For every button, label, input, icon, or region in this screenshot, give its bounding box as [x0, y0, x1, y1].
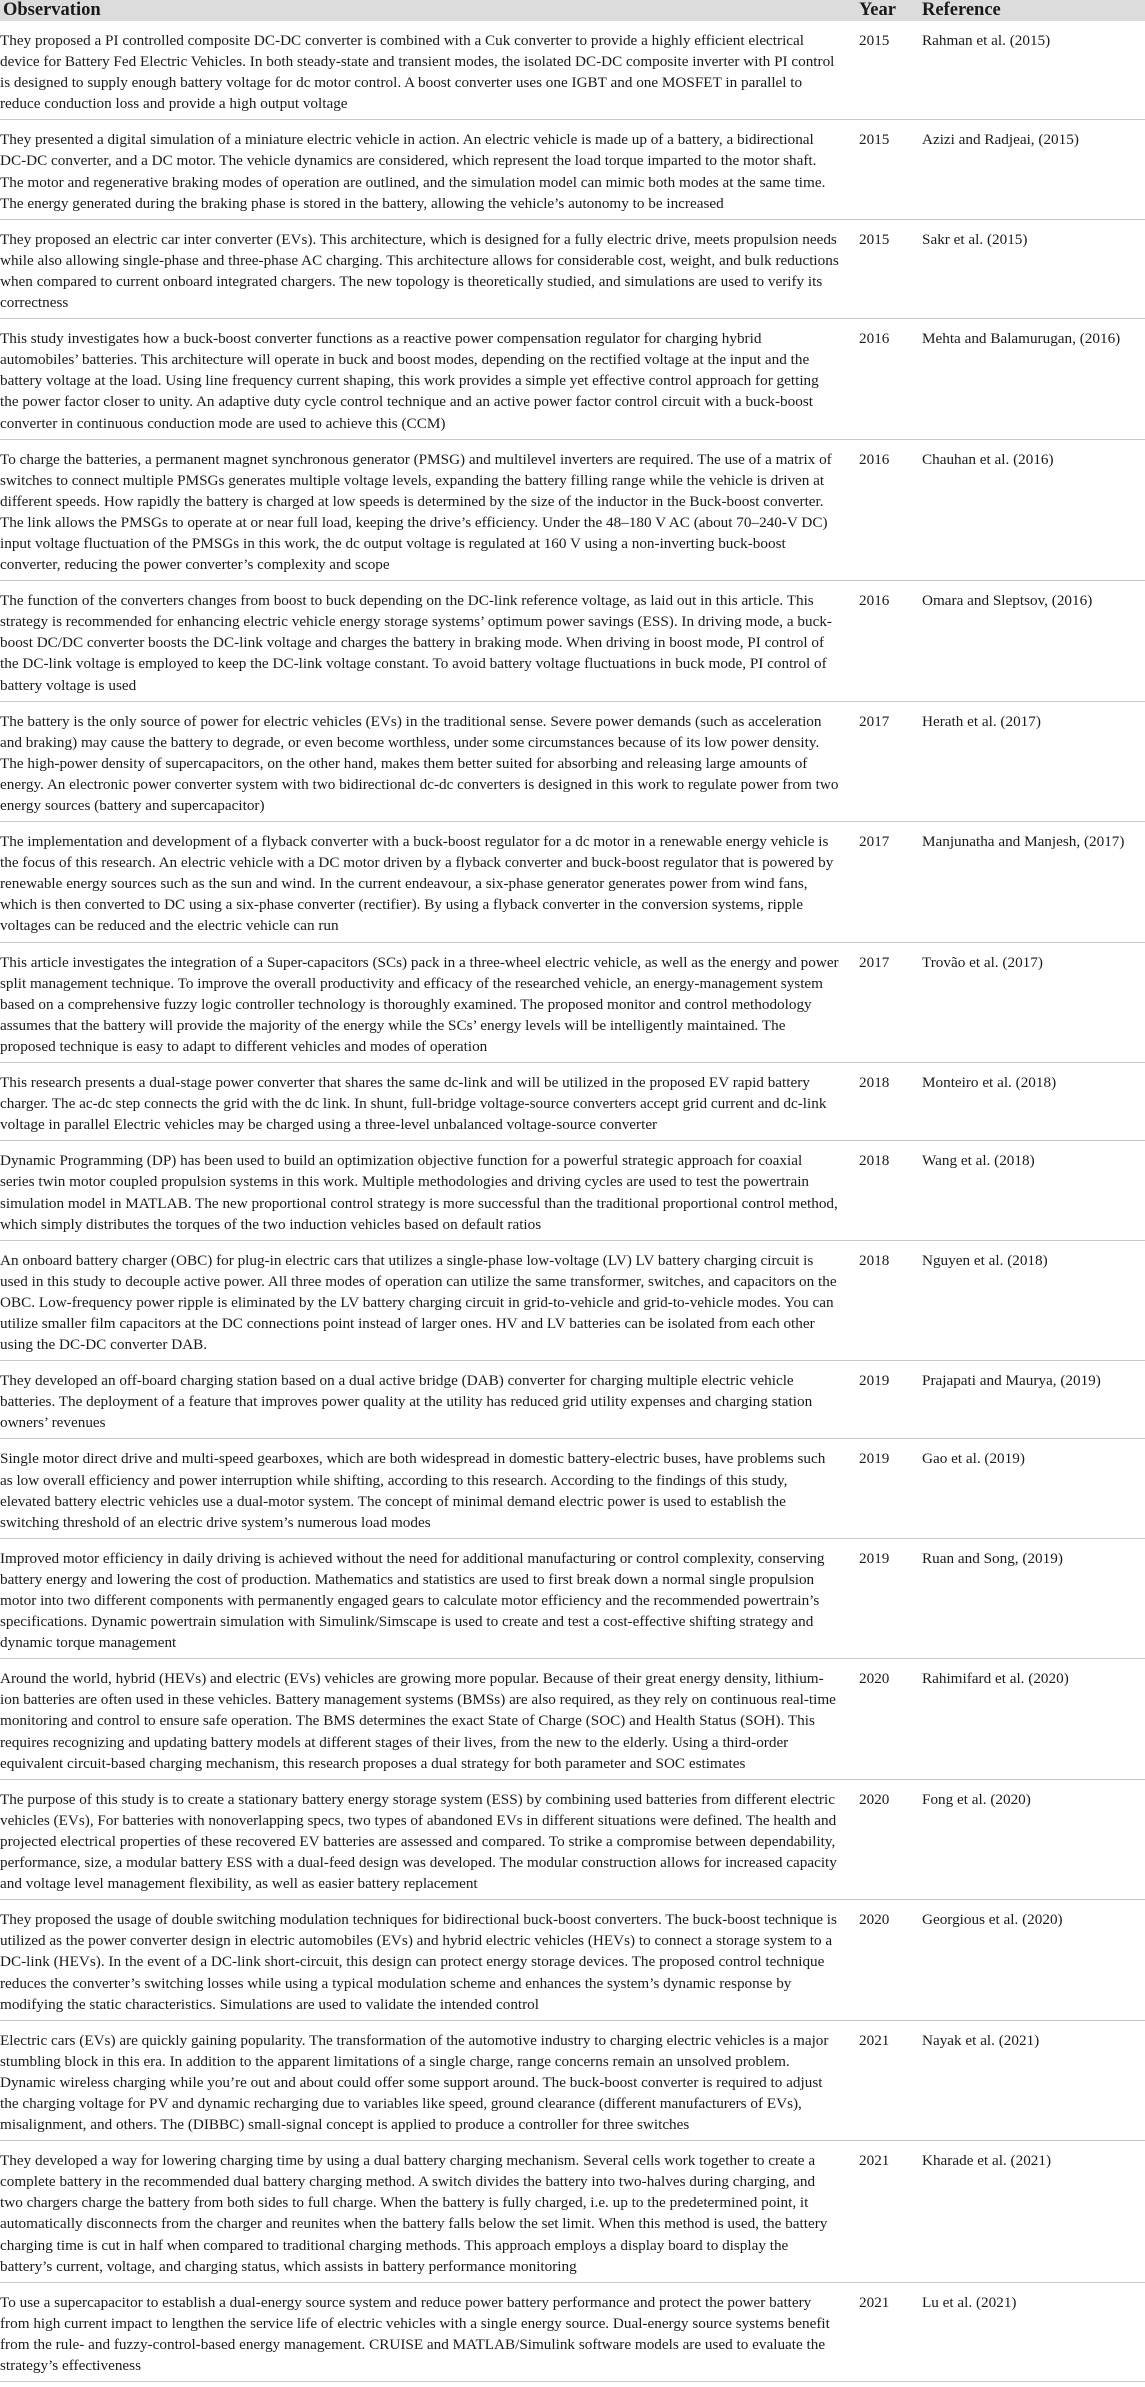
year-cell: 2018 — [853, 1240, 919, 1360]
observation-cell: They proposed the usage of double switching modulation techniques for bidirectional buck-boost converters. The buck-boost technique is utilized as the power converter design in electric automobiles (EVs) and hybrid electric vehicles (HEVs) to connect a storage system to a DC-link (HEVs). In the event of a DC-link short-circuit, this design can protect energy storage devices. The proposed control technique reduces the converter’s switching losses while using a typical modulation scheme and enhances the system’s dynamic response by modifying the static characteristics. Simulations are used to validate the intended control — [0, 1900, 853, 2020]
reference-cell: Azizi and Radjeai, (2015) — [919, 120, 1145, 219]
reference-cell: Prajapati and Maurya, (2019) — [919, 1361, 1145, 1439]
year-cell: 2021 — [853, 2282, 919, 2381]
observation-cell: They developed a way for lowering charging time by using a dual battery charging mechanism. Several cells work together to create a complete battery in the recommended dual battery charging method. A switch divides the battery into two-halves during charging, and two chargers charge the battery from both sides to full charge. When the battery is fully charged, i.e. up to the predetermined point, it automatically disconnects from the charger and reunites when the battery falls below the set limit. When this method is used, the battery charging time is cut in half when compared to traditional charging methods. This approach employs a display board to display the battery’s current, voltage, and charging status, which assists in battery performance monitoring — [0, 2141, 853, 2283]
reference-cell: Lu et al. (2021) — [919, 2282, 1145, 2381]
year-cell: 2020 — [853, 1900, 919, 2020]
header-observation: Observation — [3, 0, 101, 20]
table-row — [0, 439, 1145, 581]
reference-cell: Ruan and Song, (2019) — [919, 1538, 1145, 1658]
observation-cell: Electric cars (EVs) are quickly gaining popularity. The transformation of the automotive industry to charging electric vehicles is a major stumbling block in this era. In addition to the apparent limitations of a single charge, range concerns remain an unsolved problem. Dynamic wireless charging while you’re out and about could offer some support around. The buck-boost converter is required to adjust the charging voltage for PV and dynamic recharging due to variables like speed, ground clearance (different manufacturers of EVs), misalignment, and others. The (DIBBC) small-signal concept is applied to produce a controller for three switches — [0, 2020, 853, 2140]
table-row — [0, 2141, 1145, 2283]
observation-cell: This study investigates how a buck-boost converter functions as a reactive power compensation regulator for charging hybrid automobiles’ batteries. This architecture will operate in buck and boost modes, depending on the rectified voltage at the input and the battery voltage at the load. Using line frequency current shaping, this work provides a simple yet effective control approach for getting the power factor closer to unity. An adaptive duty cycle control technique and an active power factor control circuit with a buck-boost converter in continuous conduction mode are used to achieve this (CCM) — [0, 319, 853, 439]
table-row — [0, 1240, 1145, 1360]
observation-cell: This article investigates the integration of a Super-capacitors (SCs) pack in a three-wheel electric vehicle, as well as the energy and power split management technique. To improve the overall productivity and efficacy of the researched vehicle, an energy-management system based on a comprehensive fuzzy logic controller technology is thoroughly examined. The proposed monitor and control methodology assumes that the battery will provide the majority of the energy while the SCs’ energy levels will be intelligently maintained. The proposed technique is easy to adapt to different vehicles and modes of operation — [0, 942, 853, 1062]
reference-cell: Kharade et al. (2021) — [919, 2141, 1145, 2283]
table-row — [0, 2020, 1145, 2140]
year-cell: 2020 — [853, 1659, 919, 1779]
year-cell: 2016 — [853, 319, 919, 439]
table-row — [0, 2282, 1145, 2381]
observation-cell: The implementation and development of a flyback converter with a buck-boost regulator for a dc motor in a renewable energy vehicle is the focus of this research. An electric vehicle with a DC motor driven by a flyback converter and buck-boost regulator that is powered by renewable energy sources such as the sun and wind. In the current endeavour, a six-phase generator generates power from wind fans, which is then converted to DC using a six-phase converter (rectifier). By using a flyback converter in the conversion systems, ripple voltages can be reduced and the electric vehicle can run — [0, 822, 853, 942]
year-cell: 2016 — [853, 581, 919, 701]
reference-cell: Trovão et al. (2017) — [919, 942, 1145, 1062]
year-cell: 2019 — [853, 1538, 919, 1658]
year-cell: 2018 — [853, 1141, 919, 1240]
year-cell: 2020 — [853, 1779, 919, 1899]
observation-cell: They presented a digital simulation of a miniature electric vehicle in action. An electric vehicle is made up of a battery, a bidirectional DC-DC converter, and a DC motor. The vehicle dynamics are considered, which represent the load torque imparted to the motor shaft. The motor and regenerative braking modes of operation are outlined, and the simulation model can mimic both modes at the same time. The energy generated during the braking phase is stored in the battery, allowing the vehicle’s autonomy to be increased — [0, 120, 853, 219]
table-row — [0, 1538, 1145, 1658]
year-cell: 2018 — [853, 1063, 919, 1141]
header-row — [0, 0, 1145, 21]
table-row — [0, 581, 1145, 701]
year-cell: 2019 — [853, 1361, 919, 1439]
observation-cell: Dynamic Programming (DP) has been used to build an optimization objective function for a powerful strategic approach for coaxial series twin motor coupled propulsion systems in this work. Multiple methodologies and driving cycles are used to test the powertrain simulation model in MATLAB. The new proportional control strategy is more successful than the traditional proportional control method, which simply distributes the torques of the two induction vehicles based on default ratios — [0, 1141, 853, 1240]
year-cell: 2017 — [853, 942, 919, 1062]
reference-cell: Manjunatha and Manjesh, (2017) — [919, 822, 1145, 942]
observation-cell: They proposed an electric car inter converter (EVs). This architecture, which is designed for a fully electric drive, meets propulsion needs while also allowing single-phase and three-phase AC charging. This architecture allows for considerable cost, weight, and bulk reductions when compared to current onboard integrated chargers. The new topology is theoretically studied, and simulations are used to verify its correctness — [0, 219, 853, 318]
reference-cell: Rahimifard et al. (2020) — [919, 1659, 1145, 1779]
reference-cell: Herath et al. (2017) — [919, 701, 1145, 821]
observation-cell: To charge the batteries, a permanent magnet synchronous generator (PMSG) and multilevel inverters are required. The use of a matrix of switches to connect multiple PMSGs generates multiple voltage levels, expanding the battery filling range while the vehicle is driven at different speeds. How rapidly the battery is charged at low speeds is determined by the size of the inductor in the Buck-boost converter. The link allows the PMSGs to operate at or near full load, keeping the drive’s efficiency. Under the 48–180 V AC (about 70–240-V DC) input voltage fluctuation of the PMSGs in this work, the dc output voltage is regulated at 160 V using a non-inverting buck-boost converter, reducing the power converter’s complexity and scope — [0, 439, 853, 581]
table-row — [0, 120, 1145, 219]
header-year: Year — [859, 0, 896, 20]
table-row — [0, 822, 1145, 942]
reference-cell: Nguyen et al. (2018) — [919, 1240, 1145, 1360]
observation-cell: The purpose of this study is to create a stationary battery energy storage system (ESS) by combining used batteries from different electric vehicles (EVs), For batteries with nonoverlapping specs, two types of abandoned EVs in different situations were defined. The health and projected electrical properties of these recovered EV batteries are assessed and compared. To strike a compromise between dependability, performance, size, a modular battery ESS with a dual-feed design was developed. The modular construction allows for increased capacity and voltage level management flexibility, as well as easier battery replacement — [0, 1779, 853, 1899]
observation-cell: An onboard battery charger (OBC) for plug-in electric cars that utilizes a single-phase low-voltage (LV) LV battery charging circuit is used in this study to decouple active power. All three modes of operation can utilize the same transformer, switches, and capacitors on the OBC. Low-frequency power ripple is eliminated by the LV battery charging circuit in grid-to-vehicle and grid-to-vehicle modes. You can utilize smaller film capacitors at the DC connections point instead of larger ones. HV and LV batteries can be isolated from each other using the DC-DC converter DAB. — [0, 1240, 853, 1360]
header-reference: Reference — [922, 0, 1001, 20]
year-cell: 2015 — [853, 120, 919, 219]
observation-cell: Around the world, hybrid (HEVs) and electric (EVs) vehicles are growing more popular. Because of their great energy density, lithium-ion batteries are often used in these vehicles. Battery management systems (BMSs) are also required, as they rely on continuous real-time monitoring and control to ensure safe operation. The BMS determines the exact State of Charge (SOC) and Health Status (SOH). This requires recognizing and updating battery models at different stages of their lives, from the new to the elderly. Using a third-order equivalent circuit-based charging mechanism, this research proposes a dual strategy for both parameter and SOC estimates — [0, 1659, 853, 1779]
table-row — [0, 1439, 1145, 1538]
reference-cell: Mehta and Balamurugan, (2016) — [919, 319, 1145, 439]
reference-cell: Nayak et al. (2021) — [919, 2020, 1145, 2140]
table-row — [0, 1900, 1145, 2020]
observation-cell: This research presents a dual-stage power converter that shares the same dc-link and will be utilized in the proposed EV rapid battery charger. The ac-dc step connects the grid with the dc link. In shunt, full-bridge voltage-source converters accept grid current and dc-link voltage in parallel Electric vehicles may be charged using a three-level unbalanced voltage-source converter — [0, 1063, 853, 1141]
table-row — [0, 319, 1145, 439]
table-row — [0, 21, 1145, 120]
reference-cell: Gao et al. (2019) — [919, 1439, 1145, 1538]
year-cell: 2015 — [853, 21, 919, 120]
table-row — [0, 1779, 1145, 1899]
year-cell: 2016 — [853, 439, 919, 581]
table-header — [0, 0, 1145, 21]
reference-cell: Georgious et al. (2020) — [919, 1900, 1145, 2020]
reference-cell: Fong et al. (2020) — [919, 1779, 1145, 1899]
year-cell: 2017 — [853, 822, 919, 942]
reference-cell: Omara and Sleptsov, (2016) — [919, 581, 1145, 701]
observation-cell: Single motor direct drive and multi-speed gearboxes, which are both widespread in domestic battery-electric buses, have problems such as low overall efficiency and power interruption while shifting, according to this research. According to the findings of this study, elevated battery electric vehicles use a dual-motor system. The concept of minimal demand electric power is used to establish the switching threshold of an electric drive system’s numerous load modes — [0, 1439, 853, 1538]
observation-cell: They proposed a PI controlled composite DC-DC converter is combined with a Cuk converter to provide a highly efficient electrical device for Battery Fed Electric Vehicles. In both steady-state and transient modes, the isolated DC-DC composite inverter with PI control is designed to supply enough battery voltage for dc motor control. A boost converter uses one IGBT and one MOSFET in parallel to reduce conduction loss and provide a high output voltage — [0, 21, 853, 120]
reference-cell: Monteiro et al. (2018) — [919, 1063, 1145, 1141]
observation-cell: Improved motor efficiency in daily driving is achieved without the need for additional manufacturing or control complexity, conserving battery energy and lowering the cost of production. Mathematics and statistics are used to first break down a normal single propulsion motor into two different components with permanently engaged gears to calculate motor efficiency and the recommended powertrain’s specifications. Dynamic powertrain simulation with Simulink/Simscape is used to create and test a cost-effective shifting strategy and dynamic torque management — [0, 1538, 853, 1658]
table-row — [0, 942, 1145, 1062]
reference-cell: Wang et al. (2018) — [919, 1141, 1145, 1240]
year-cell: 2017 — [853, 701, 919, 821]
table-row — [0, 1141, 1145, 1240]
observation-cell: The function of the converters changes from boost to buck depending on the DC-link reference voltage, as laid out in this article. This strategy is recommended for enhancing electric vehicle energy storage systems’ optimum power savings (ESS). In driving mode, a buck-boost DC/DC converter boosts the DC-link voltage and charges the battery in braking mode. When driving in boost mode, PI control of the DC-link voltage is employed to keep the DC-link voltage constant. To avoid battery voltage fluctuations in buck mode, PI control of battery voltage is used — [0, 581, 853, 701]
year-cell: 2021 — [853, 2141, 919, 2283]
reference-cell: Sakr et al. (2015) — [919, 219, 1145, 318]
table-row — [0, 701, 1145, 821]
reference-cell: Rahman et al. (2015) — [919, 21, 1145, 120]
table-body — [0, 21, 1145, 2382]
year-cell: 2019 — [853, 1439, 919, 1538]
year-cell: 2021 — [853, 2020, 919, 2140]
table-row — [0, 1063, 1145, 1141]
observation-cell: To use a supercapacitor to establish a dual-energy source system and reduce power battery performance and protect the power battery from high current impact to lengthen the service life of electric vehicles with a single energy source. Dual-energy source systems benefit from the rule- and fuzzy-control-based energy management. CRUISE and MATLAB/Simulink software models are used to evaluate the strategy’s effectiveness — [0, 2282, 853, 2381]
table-row — [0, 1659, 1145, 1779]
observation-cell: The battery is the only source of power for electric vehicles (EVs) in the traditional sense. Severe power demands (such as acceleration and braking) may cause the battery to degrade, or even become worthless, under some circumstances because of its low power density. The high-power density of supercapacitors, on the other hand, makes them better suited for absorbing and releasing large amounts of energy. An electronic power converter system with two bidirectional dc-dc converters is designed in this work to regulate power from two energy sources (battery and supercapacitor) — [0, 701, 853, 821]
reference-cell: Chauhan et al. (2016) — [919, 439, 1145, 581]
table-row — [0, 1361, 1145, 1439]
year-cell: 2015 — [853, 219, 919, 318]
observation-cell: They developed an off-board charging station based on a dual active bridge (DAB) converter for charging multiple electric vehicle batteries. The deployment of a feature that improves power quality at the utility has reduced grid utility expenses and charging station owners’ revenues — [0, 1361, 853, 1439]
table-row — [0, 219, 1145, 318]
